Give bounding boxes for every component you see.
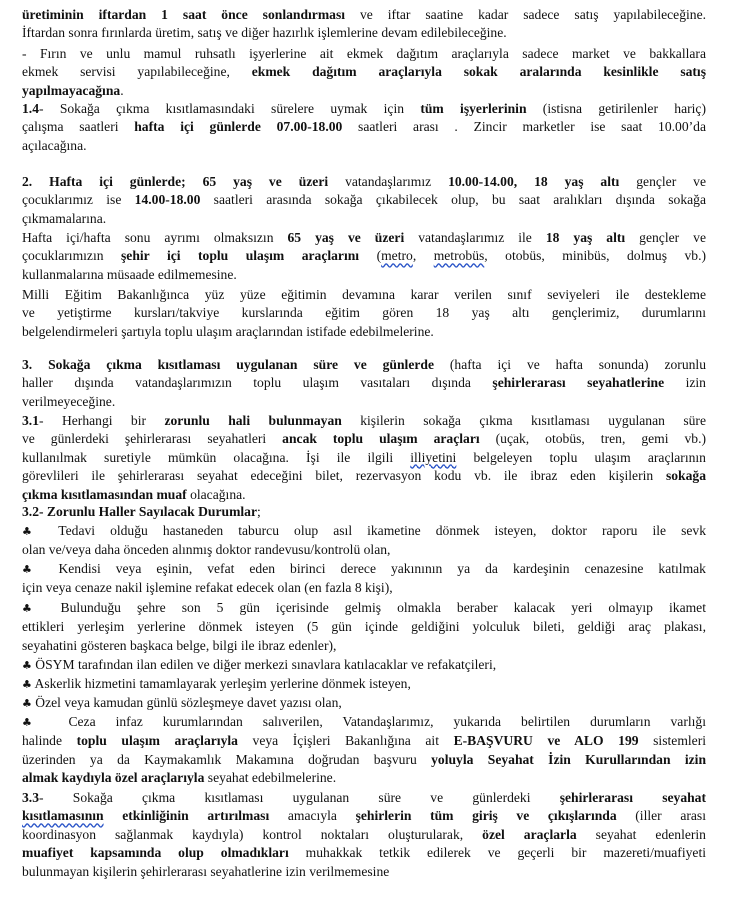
text-run: halinde — [22, 733, 77, 749]
bold-text: sokağa — [665, 468, 706, 484]
paragraph — [22, 412, 706, 504]
paragraph — [22, 675, 706, 694]
text-line — [22, 486, 706, 504]
text-run: verilmeyeceğine. — [22, 393, 116, 409]
text-run: vatandaşlarımız — [328, 174, 449, 189]
bold-text: ekmek dağıtım araçlarıyla sokak aralarında kesinlikle satış — [251, 64, 706, 80]
text-run: (iller arası — [616, 808, 706, 824]
text-run: seyahat edenlerin — [576, 826, 706, 842]
text-run: ( — [359, 248, 382, 264]
text-run: İftardan sonra fırınlarda üretim, satış ve diğer hazırlık işlemlerine devam edilebileceğine. — [22, 25, 507, 41]
paragraph — [22, 229, 706, 284]
text-line — [22, 173, 706, 191]
text-run: belgelendirmeleri şartıyla toplu ulaşım araçlarından istifade edebilmelerine. — [22, 323, 434, 339]
text-run: Özel veya kamudan günlü sözleşmeye davet yazısı olan, — [31, 695, 342, 710]
text-line — [22, 656, 706, 675]
bold-text: 10.00-14.00, 18 yaş altı — [448, 174, 620, 189]
bold-text: çıkma kısıtlamasından muaf — [22, 486, 187, 502]
bold-text: 3.1 — [22, 413, 39, 428]
bold-text: 14.00-18.00 — [134, 192, 201, 208]
bold-text: 18 yaş altı — [545, 230, 626, 245]
text-run: ; — [257, 504, 261, 519]
text-run: Bulunduğu şehre son 5 gün içerisinde gelmiş olmakla beraber kalacak yeri olmayıp ikamet — [44, 600, 706, 615]
club-bullet-icon: ♣ — [22, 716, 49, 729]
text-line — [22, 863, 706, 881]
text-line — [22, 45, 706, 63]
paragraph — [22, 522, 706, 560]
text-line — [22, 6, 706, 24]
club-bullet-icon: ♣ — [22, 563, 44, 576]
text-run: çocuklarımızın — [22, 248, 122, 264]
text-run: - Fırın ve unlu mamul ruhsatlı işyerlerine ait ekmek dağıtım araçlarıyla sadece market ve bakkallara — [22, 46, 706, 61]
text-run: Hafta içi/hafta sonu ayrımı olmaksızın — [22, 230, 288, 245]
text-run: Askerlik hizmetini tamamlayarak yerleşim yerlerine dönmek isteyen, — [31, 676, 411, 691]
bold-text: şehirlerin tüm giriş ve çıkışlarında — [355, 808, 617, 824]
text-line — [22, 210, 706, 228]
club-bullet-icon: ♣ — [22, 697, 32, 710]
text-line — [22, 541, 706, 559]
bold-text: üretiminin iftardan 1 saat önce sonlandırması — [22, 7, 346, 22]
text-run: belgeleyen toplu ulaşım araçlarının — [456, 449, 706, 465]
paragraph — [22, 599, 706, 655]
text-run: ve iftar saatine kadar sadece satış yapılabileceğine. — [345, 7, 706, 22]
text-run: (uçak, otobüs, tren, gemi vb.) — [479, 431, 706, 447]
bold-text: hafta içi günlerde 07.00-18.00 — [134, 119, 343, 135]
text-line — [22, 618, 706, 636]
text-line — [22, 522, 706, 541]
text-run: saatleri arası . Zincir marketler ise saat 10.00’da — [342, 119, 706, 135]
text-line — [22, 694, 706, 713]
bold-text: etkinliğinin artırılması — [103, 808, 270, 824]
bold-text: şehirlerarası seyahat — [559, 790, 706, 805]
bold-text: şehirlerarası seyahatlerine — [492, 375, 665, 391]
text-line — [22, 356, 706, 374]
text-run: saatleri arasında sokağa çıkabilecek olup, bu saat aralıkları dışında sokağa — [200, 192, 706, 208]
text-run: için veya cenaze nakil işlemine refakat edecek olan (en fazla 8 kişi), — [22, 580, 393, 596]
text-run: sistemleri — [638, 733, 707, 749]
text-run: Kendisi veya eşinin, vefat eden birinci derece yakınının ya da kardeşinin cenazesine katılmak — [43, 561, 706, 576]
bold-text: toplu ulaşım araçlarıyla — [76, 733, 238, 749]
club-bullet-icon: ♣ — [22, 659, 32, 672]
text-line — [22, 137, 706, 155]
text-line — [22, 844, 706, 862]
text-line — [22, 637, 706, 655]
text-line — [22, 82, 706, 100]
club-bullet-icon: ♣ — [22, 525, 44, 538]
bold-text: ancak toplu ulaşım araçları — [282, 431, 480, 447]
text-run: Milli Eğitim Bakanlığınca yüz yüze eğitimin devamına karar verilen sınıf seviyeleri ile destekleme — [22, 287, 706, 302]
text-run: çıkmamalarına. — [22, 210, 107, 226]
text-line — [22, 118, 706, 136]
text-line — [22, 769, 706, 787]
text-line — [22, 247, 706, 265]
text-line — [22, 191, 706, 209]
text-line — [22, 732, 706, 750]
text-run: . — [120, 82, 124, 98]
text-line — [22, 503, 706, 521]
text-line — [22, 449, 706, 467]
text-run: kullanılmak suretiyle mümkün olacağına. İşi ile ilgili — [22, 449, 411, 465]
text-run: vatandaşlarımız ile — [404, 230, 546, 245]
paragraph — [22, 356, 706, 411]
text-line — [22, 304, 706, 322]
text-run: Tedavi olduğu hastaneden taburcu olup asıl ikametine dönmek isteyen, doktor raporu ile sevk — [43, 523, 706, 538]
paragraph — [22, 560, 706, 598]
text-run: olan ve/veya daha önceden alınmış doktor randevusu/kontrolü olan, — [22, 542, 391, 558]
text-run: - Sokağa çıkma kısıtlamasındaki sürelere uymak için — [39, 101, 421, 116]
paragraph — [22, 694, 706, 713]
text-run: illiyetini — [410, 449, 457, 465]
text-run: koordinasyon sağlanmak kaydıyla) kontrol noktaları oluşturularak, — [22, 826, 483, 842]
paragraph — [22, 45, 706, 100]
paragraph — [22, 656, 706, 675]
text-line — [22, 229, 706, 247]
bold-text: zorunlu hali bulunmayan — [164, 413, 342, 428]
bold-text: 1.4 — [22, 101, 39, 116]
text-run: metrobüs — [433, 248, 485, 264]
text-line — [22, 374, 706, 392]
text-line — [22, 789, 706, 807]
bold-text: 3.2- Zorunlu Haller Sayılacak Durumlar — [22, 504, 258, 519]
bold-text: 2. Hafta içi günlerde; 65 yaş ve üzeri — [22, 174, 329, 189]
text-run: gençler ve — [619, 174, 706, 189]
text-run: olacağına. — [186, 486, 246, 502]
text-line — [22, 24, 706, 42]
text-run: açılacağına. — [22, 137, 87, 153]
text-line — [22, 412, 706, 430]
text-line — [22, 393, 706, 411]
paragraph — [22, 503, 706, 521]
text-line — [22, 100, 706, 118]
text-run: kullanmalarına müsaade edilmemesine. — [22, 266, 237, 282]
bold-text: özel araçlarla — [482, 826, 577, 842]
text-run: üzerinden ya da Kaymakamlık Makamına doğrudan başvuru — [22, 751, 432, 767]
text-run: haller dışında vatandaşlarımızın toplu ulaşım vasıtaları dışında — [22, 375, 493, 391]
text-run: (hafta içi ve hafta sonunda) zorunlu — [434, 357, 706, 372]
text-run: ekmek servisi yapılabileceğine, — [22, 64, 252, 80]
text-line — [22, 713, 706, 732]
text-run: seyahat edebilmelerine. — [204, 770, 337, 786]
bold-text: almak kaydıyla özel araçlarıyla — [22, 770, 205, 786]
club-bullet-icon: ♣ — [22, 602, 45, 615]
text-line — [22, 560, 706, 579]
text-run: seyahatini gösteren başkaca belge, bilgi ile ibraz edenler), — [22, 637, 337, 653]
text-run: muhakkak tetkik edilerek ve geçerli bir mazereti/muafiyeti — [288, 845, 706, 861]
text-run: Ceza infaz kurumlarından salıverilen, Vatandaşlarımız, yukarıda belirtilen durumların varlığı — [48, 714, 706, 729]
paragraph — [22, 713, 706, 788]
paragraph — [22, 173, 706, 228]
text-run: , otobüs, minibüs, dolmuş vb.) — [484, 248, 707, 264]
text-run: veya İçişleri Bakanlığına ait — [237, 733, 454, 749]
text-run: - Sokağa çıkma kısıtlaması uygulanan süre ve günlerdeki — [39, 790, 560, 805]
text-run: çalışma saatleri — [22, 119, 135, 135]
text-line — [22, 675, 706, 694]
text-run: ÖSYM tarafından ilan edilen ve diğer merkezi sınavlara katılacaklar ve refakatçileri, — [31, 657, 497, 672]
bold-text: 3. Sokağa çıkma kısıtlaması uygulanan süre ve günlerde — [22, 357, 434, 372]
text-line — [22, 807, 706, 825]
text-run: - Herhangi bir — [39, 413, 165, 428]
text-run: (istisna getirilenler hariç) — [526, 101, 706, 116]
text-run: , — [412, 248, 434, 264]
text-run: görevlileri ile şehirlerarası seyahat edeceğini bilet, rezervasyon kodu vb. ile ibraz eden kişilerin — [22, 468, 666, 484]
bold-text: kısıtlamasının — [22, 808, 104, 824]
text-line — [22, 430, 706, 448]
club-bullet-icon: ♣ — [22, 678, 32, 691]
text-run: ve yetiştirme kursları/takviye kurslarında eğitim gören 18 yaş altı gençlerimiz, durumlarını — [22, 305, 706, 321]
text-run: gençler ve — [625, 230, 706, 245]
text-run: ve günlerdeki şehirlerarası seyahatleri — [22, 431, 283, 447]
text-run: bulunmayan kişilerin şehirlerarası seyahatlerine izin verilmemesine — [22, 863, 390, 879]
bold-text: yoluyla Seyahat İzin Kurullarından izin — [431, 751, 707, 767]
text-run: metro — [381, 248, 413, 264]
bold-text: şehir içi toplu ulaşım araçlarını — [121, 248, 360, 264]
text-line — [22, 266, 706, 284]
text-run: izin — [664, 375, 706, 391]
text-line — [22, 63, 706, 81]
text-line — [22, 323, 706, 341]
text-line — [22, 599, 706, 618]
text-run: çocuklarımız ise — [22, 192, 135, 208]
bold-text: E-BAŞVURU ve ALO 199 — [453, 733, 639, 749]
paragraph — [22, 286, 706, 341]
paragraph — [22, 6, 706, 43]
text-run: kişilerin sokağa çıkma kısıtlaması uygulanan süre — [341, 413, 706, 428]
text-line — [22, 286, 706, 304]
bold-text: muafiyet kapsamında olup olmadıkları — [22, 845, 289, 861]
bold-text: yapılmayacağına — [22, 82, 121, 98]
text-run: amacıyla — [269, 808, 356, 824]
text-line — [22, 579, 706, 597]
text-line — [22, 467, 706, 485]
text-line — [22, 751, 706, 769]
paragraph — [22, 789, 706, 881]
text-line — [22, 826, 706, 844]
bold-text: 3.3 — [22, 790, 39, 805]
bold-text: tüm işyerlerinin — [420, 101, 527, 116]
bold-text: 65 yaş ve üzeri — [287, 230, 405, 245]
paragraph — [22, 100, 706, 155]
text-run: ettikleri yerleşim yerlerine dönmek isteyen (5 gün içinde geldiğini yolculuk bileti, geldiği araç plakası, — [22, 619, 706, 635]
